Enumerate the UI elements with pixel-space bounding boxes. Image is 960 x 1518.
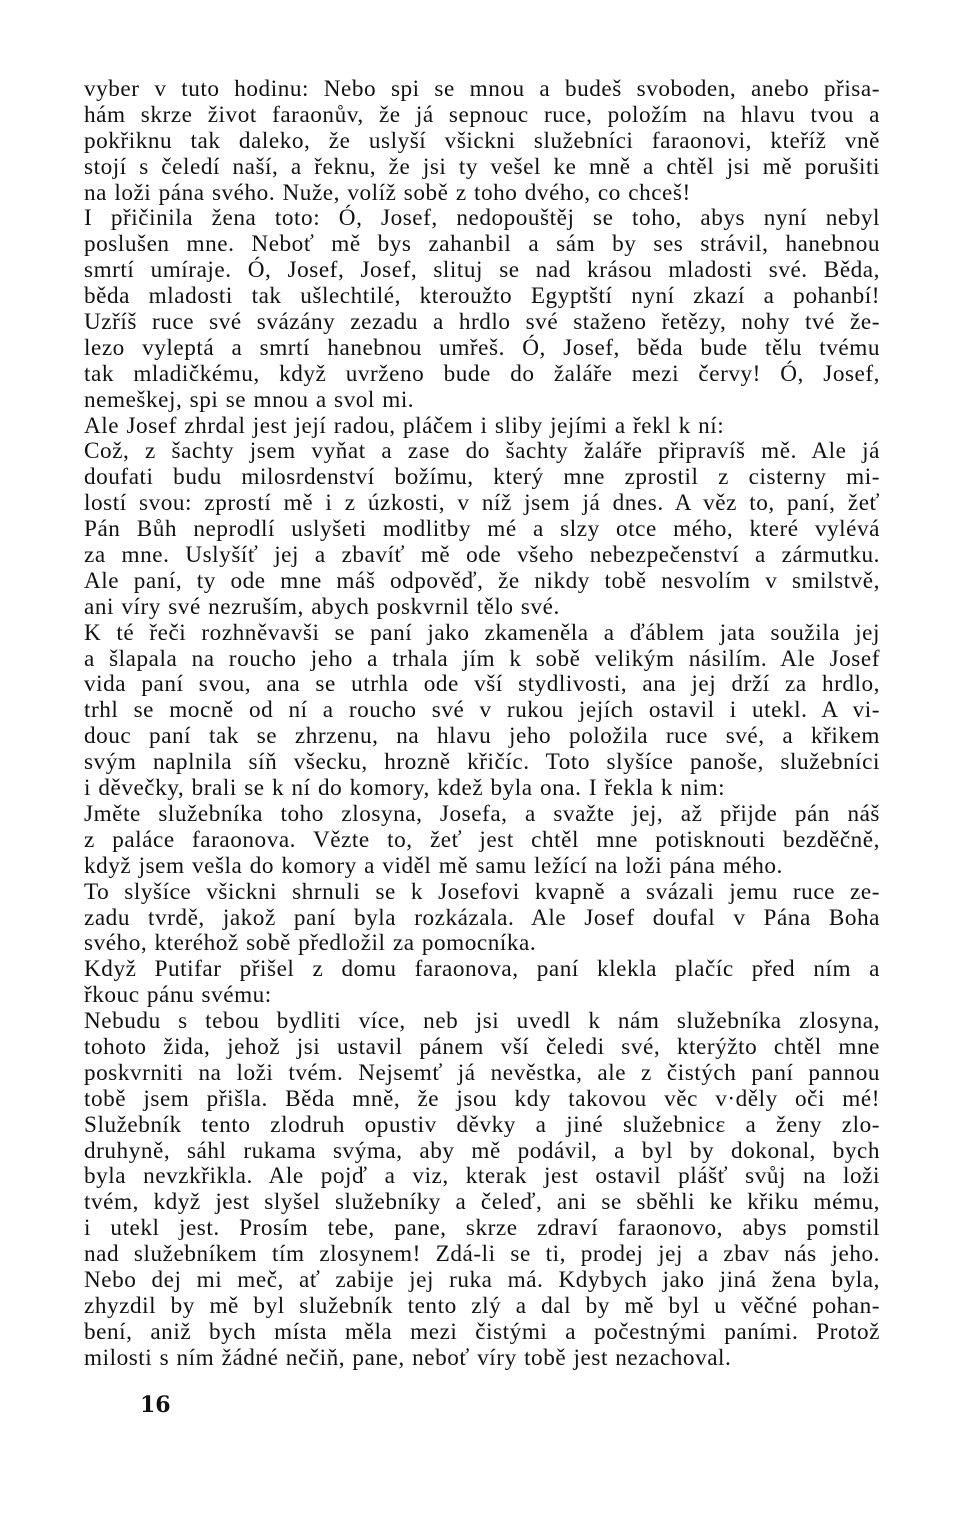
text-line: ani víry své nezruším, abych poskvrnil tělo své. [84,593,560,620]
text-line: z paláce faraonova. Vězte to, žeť jest chtěl mne potisknouti bezděčně, [84,826,880,853]
text-line: i děvečky, brali se k ní do komory, kdež byla ona. I řekla k nim: [84,775,726,802]
text-line: svého, kteréhož sobě předložil za pomocníka. [84,930,537,957]
text-line: i utekl jest. Prosím tebe, pane, skrze zdraví faraonovo, abys pomstil [84,1215,880,1242]
text-line: když jsem vešla do komory a viděl mě samu ležící na loži pána mého. [84,852,783,879]
text-line: hám skrze život faraonův, že já sepnouc ruce, položím na hlavu tvou a [84,101,880,128]
text-line: Což, z šachty jsem vyňat a zase do šachty žaláře připravíš mě. Ale já [84,438,880,465]
text-line: na loži pána svého. Nuže, volíž sobě z toho dvého, co chceš! [84,179,691,206]
text-line: douc paní tak se zhrzenu, na hlavu jeho položila ruce své, a křikem [84,723,880,750]
text-line: zhyzdil by mě byl služebník tento zlý a dal by mě byl u věčné pohan- [84,1292,880,1319]
text-line: milosti s ním žádné nečiň, pane, neboť víry tobě jest nezachoval. [84,1344,732,1371]
text-line: Ale paní, ty ode mne máš odpověď, že nikdy tobě nesvolím v smilstvě, [84,567,880,594]
text-line: doufati budu milosrdenství božímu, který mne zprostil z cisterny mi- [84,464,880,491]
text-line: byla nevzkřikla. Ale pojď a viz, kterak jest ostavil plášť svůj na loži [84,1163,880,1190]
text-line: Služebník tento zlodruh opustiv děvky a jiné služebnicε a ženy zlo- [84,1111,880,1138]
text-line: a šlapala na roucho jeho a trhala jím k sobě velikým násilím. Ale Josef [84,645,880,672]
text-line: bení, aniž bych místa měla mezi čistými a počestnými paními. Protož [84,1318,880,1345]
text-line: smrtí umíraje. Ó, Josef, Josef, slituj se nad krásou mladosti své. Běda, [84,257,880,284]
text-line: svým naplnila síň všecku, hrozně křičíc. Toto slyšíce panoše, služebníci [84,749,880,776]
text-line: zadu tvrdě, jakož paní byla rozkázala. Ale Josef doufal v Pána Boha [84,904,880,931]
text-line: Nebudu s tebou bydliti více, neb jsi uvedl k nám služebníka zlosyna, [84,1008,880,1035]
text-line: poskvrniti na loži tvém. Nejsemť já nevěstka, ale z čistých paní pannou [84,1059,880,1086]
text-line: nad služebníkem tím zlosynem! Zdá-li se ti, prodej jej a zbav nás jeho. [84,1241,880,1268]
text-line: nemeškej, spi se mnou a svol mi. [84,386,415,413]
page-body-text [84,77,880,1372]
text-line: Ale Josef zhrdal jest její radou, pláčem i sliby jejími a řekl k ní: [84,412,725,439]
text-line: trhl se mocně od ní a roucho své v rukou jejích ostavil i utekl. A vi- [84,697,880,724]
page-number: 16 [140,1392,171,1418]
text-line: To slyšíce všickni shrnuli se k Josefovi kvapně a svázali jemu ruce ze- [84,878,880,905]
text-line: Uzříš ruce své svázány zezadu a hrdlo své staženo řetězy, nohy tvé že- [84,309,880,336]
text-line: tohoto žida, jehož jsi ustavil pánem vší čeledi své, kterýžto chtěl mne [84,1033,880,1060]
text-line: tobě jsem přišla. Běda mně, že jsou kdy takovou věc v·děly oči mé! [84,1085,880,1112]
text-line: druhyně, sáhl rukama svýma, aby mě podávil, a byl by dokonal, bych [84,1137,880,1164]
text-line: pokřiknu tak daleko, že uslyší všickni služebníci faraonovi, kteříž vně [84,127,880,154]
text-line: za mne. Uslyšíť jej a zbavíť mě ode všeho nebezpečenství a zármutku. [84,542,880,569]
text-line: běda mladosti tak ušlechtilé, kteroužto Egyptští nyní zkazí a pohanbí! [84,283,880,310]
text-line: tvém, když jest slyšel služebníky a čeleď, ani se sběhli ke křiku mému, [84,1189,880,1216]
text-line: lostí svou: zprostí mě i z úzkosti, v níž jsem já dnes. A věz to, paní, žeť [84,490,880,517]
text-line: poslušen mne. Neboť mě bys zahanbil a sám by ses strávil, hanebnou [84,231,880,258]
text-line: lezo vyleptá a smrtí hanebnou umřeš. Ó, Josef, běda bude tělu tvému [84,334,880,361]
text-line: Jměte služebníka toho zlosyna, Josefa, a svažte jej, až přijde pán náš [84,800,880,827]
text-line: vida paní svou, ana se utrhla ode vší stydlivosti, ana jej drží za hrdlo, [84,671,880,698]
text-line: Když Putifar přišel z domu faraonova, paní klekla plačíc před ním a [84,956,880,983]
text-line: I přičinila žena toto: Ó, Josef, nedopouštěj se toho, abys nyní nebyl [84,205,880,232]
text-line: tak mladičkému, když uvrženo bude do žaláře mezi červy! Ó, Josef, [84,360,880,387]
text-line: stojí s čeledí naší, a řeknu, že jsi ty vešel ke mně a chtěl jsi mě porušiti [84,153,880,180]
text-line: vyber v tuto hodinu: Nebo spi se mnou a budeš svoboden, anebo přisa- [84,76,880,102]
text-line: řkouc pánu svému: [84,982,272,1009]
text-line: Pán Bůh neprodlí uslyšeti modlitby mé a slzy otce mého, které vylévá [84,516,880,543]
text-line: Nebo dej mi meč, ať zabije jej ruka má. Kdybych jako jiná žena byla, [84,1266,880,1293]
text-line: K té řeči rozhněvavši se paní jako zkameněla a ďáblem jata soužila jej [84,619,880,646]
